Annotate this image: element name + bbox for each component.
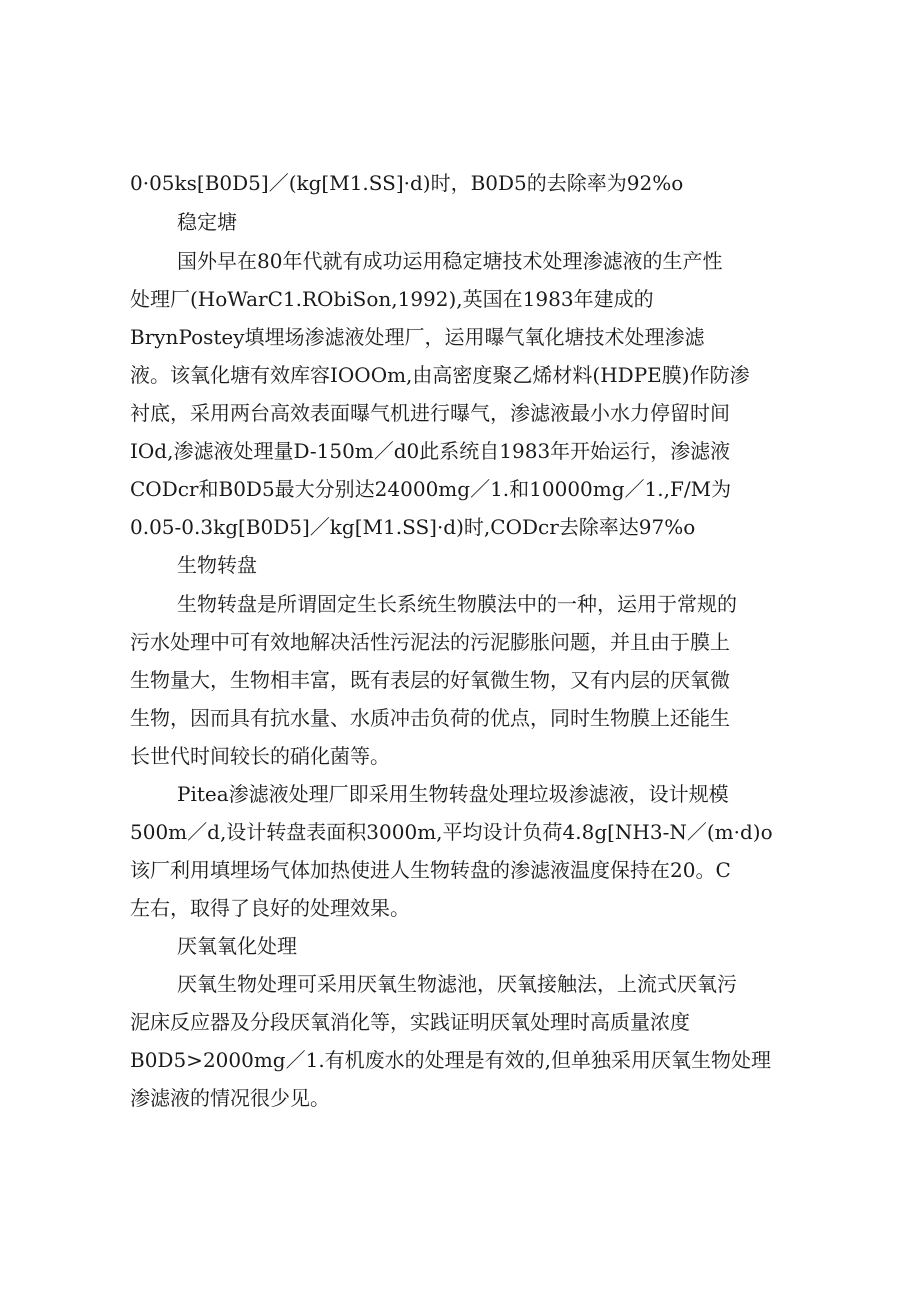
paragraph-line: 该厂利用填埋场气体加热使进人生物转盘的渗滤液温度保持在20。C — [130, 858, 731, 882]
paragraph-line: 长世代时间较长的硝化菌等。 — [130, 744, 390, 768]
section-heading-stabilization-pond: 稳定塘 — [177, 210, 237, 234]
paragraph-line: 液。该氧化塘有效库容IOOOm,由高密度聚乙烯材料(HDPE膜)作防渗 — [130, 363, 750, 387]
paragraph-line: 0·05ks[B0D5]／(kg[M1.SS]·d)时，B0D5的去除率为92%o — [130, 171, 684, 195]
paragraph-line: Pitea渗滤液处理厂即采用生物转盘处理垃圾渗滤液，设计规模 — [177, 782, 729, 806]
paragraph-line: 生物，因而具有抗水量、水质冲击负荷的优点，同时生物膜上还能生 — [130, 706, 730, 730]
section-heading-anaerobic: 厌氧氧化处理 — [177, 934, 297, 958]
paragraph-line: 国外早在80年代就有成功运用稳定塘技术处理渗滤液的生产性 — [177, 249, 723, 273]
paragraph-line: BrynPostey填埋场渗滤液处理厂，运用曝气氧化塘技术处理渗滤 — [130, 325, 705, 349]
paragraph-line: 泥床反应器及分段厌氧消化等，实践证明厌氧处理时高质量浓度 — [130, 1010, 690, 1034]
paragraph-line: 500m／d,设计转盘表面积3000m,平均设计负荷4.8g[NH3-N／(m·d)o — [130, 820, 773, 844]
paragraph-line: 渗滤液的情况很少见。 — [130, 1086, 330, 1110]
paragraph-line: 衬底，采用两台高效表面曝气机进行曝气，渗滤液最小水力停留时间 — [130, 401, 730, 425]
paragraph-line: 污水处理中可有效地解决活性污泥法的污泥膨胀问题，并且由于膜上 — [130, 630, 730, 654]
paragraph-line: CODcr和B0D5最大分别达24000mg／1.和10000mg／1.,F/M为 — [130, 477, 732, 501]
paragraph-line: 厌氧生物处理可采用厌氧生物滤池，厌氧接触法，上流式厌氧污 — [177, 972, 737, 996]
paragraph-line: 左右，取得了良好的处理效果。 — [130, 896, 410, 920]
paragraph-line: B0D5>2000mg／1.有机废水的处理是有效的,但单独采用厌氧生物处理 — [130, 1048, 772, 1072]
paragraph-line: IOd,渗滤液处理量D-150m／d0此系统自1983年开始运行，渗滤液 — [130, 439, 731, 463]
paragraph-line: 生物量大，生物相丰富，既有表层的好氧微生物，又有内层的厌氧微 — [130, 668, 730, 692]
paragraph-line: 0.05-0.3kg[B0D5]／kg[M1.SS]·d)时,CODcr去除率达97%o — [130, 515, 696, 539]
section-heading-rotating-disc: 生物转盘 — [177, 553, 257, 577]
paragraph-line: 处理厂(HoWarC1.RObiSon,1992),英国在1983年建成的 — [130, 287, 654, 311]
paragraph-line: 生物转盘是所谓固定生长系统生物膜法中的一种，运用于常规的 — [177, 592, 737, 616]
